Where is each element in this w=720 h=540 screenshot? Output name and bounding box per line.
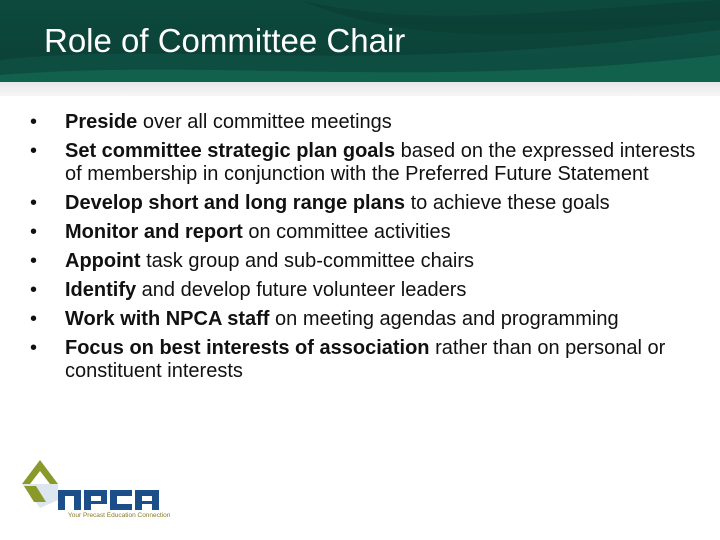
bullet-marker: • xyxy=(30,221,38,243)
bullet-marker: • xyxy=(30,111,38,133)
bullet-bold-text: Appoint xyxy=(65,250,141,272)
bullet-bold-text: Develop short and long range plans xyxy=(65,192,406,214)
title-banner xyxy=(0,0,720,82)
bullet-bold-text: Work with NPCA staff xyxy=(65,308,270,330)
bullet-bold-text: Monitor and report xyxy=(65,221,243,243)
bullet-item xyxy=(28,250,698,273)
slide-title: Role of Committee Chair xyxy=(44,22,406,59)
bullet-text: based on the expressed interests of membership in conjunction with the Preferred Future Statement xyxy=(65,140,696,185)
logo-tagline: Your Precast Education Connection xyxy=(68,512,171,519)
bullet-item xyxy=(28,140,698,186)
bullet-text: task group and sub-committee chairs xyxy=(140,250,475,272)
bullet-bold-text: Identify xyxy=(65,279,137,301)
bullet-text: on committee activities xyxy=(242,221,451,243)
bullet-item xyxy=(28,192,698,215)
bullet-marker: • xyxy=(30,140,38,162)
bullet-text: to achieve these goals xyxy=(405,192,610,214)
bullet-bold-text: Set committee strategic plan goals xyxy=(65,140,396,162)
header-divider-strip xyxy=(0,82,720,96)
bullet-item xyxy=(28,221,698,244)
bullet-marker: • xyxy=(30,308,38,330)
bullet-marker: • xyxy=(30,250,38,272)
bullet-text: on meeting agendas and programming xyxy=(269,308,619,330)
bullet-marker: • xyxy=(30,337,38,359)
bullet-bold-text: Preside xyxy=(65,111,138,133)
bullet-text: over all committee meetings xyxy=(137,111,392,133)
npca-logo-mark-icon xyxy=(22,460,58,508)
bullet-marker: • xyxy=(30,192,38,214)
bullet-item xyxy=(28,279,698,302)
bullet-item xyxy=(28,308,698,331)
bullet-bold-text: Focus on best interests of association xyxy=(65,337,430,359)
bullet-list xyxy=(28,111,698,389)
bullet-text: rather than on personal or constituent interests xyxy=(65,337,666,382)
bullet-item xyxy=(28,111,698,134)
bullet-marker: • xyxy=(30,279,38,301)
bullet-text: and develop future volunteer leaders xyxy=(136,279,467,301)
npca-wordmark xyxy=(58,490,159,510)
bullet-item xyxy=(28,337,698,383)
